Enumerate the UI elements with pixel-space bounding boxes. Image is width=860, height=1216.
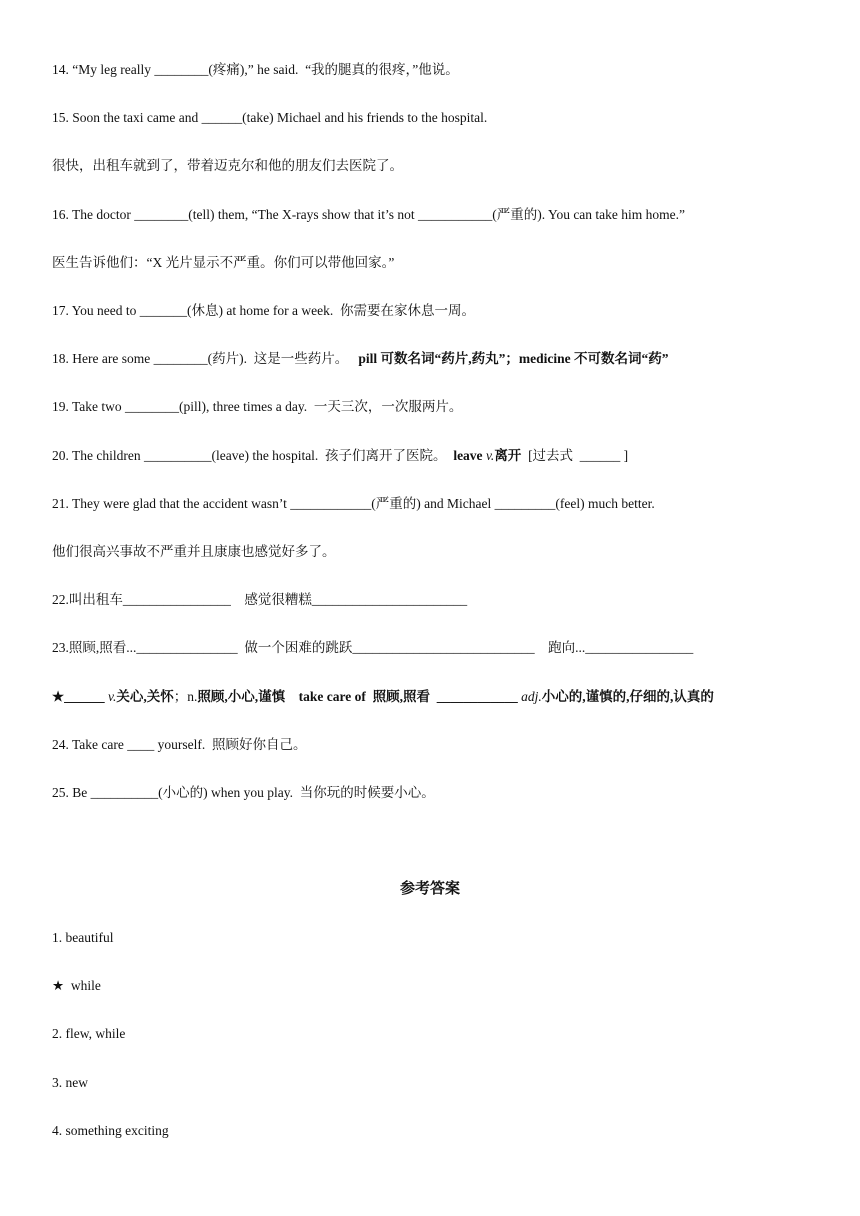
question-16-translation: [52, 254, 830, 272]
translation-text: 医生告诉他们：“X 光片显示不严重。你们可以带他回家。”: [52, 255, 395, 270]
answer-text: 1. beautiful: [52, 930, 114, 945]
vocab-meaning: 照顾,小心,谨慎 take care of 照顾,照看 ____________: [197, 689, 522, 704]
question-22: [52, 591, 830, 609]
vocab-meaning: 关心,关怀: [116, 689, 174, 704]
answer-4: [52, 1122, 830, 1140]
answer-3: [52, 1074, 830, 1092]
question-17: [52, 302, 830, 320]
question-21-translation: [52, 543, 830, 561]
question-text: 24. Take care ____ yourself. 照顾好你自己。: [52, 737, 307, 752]
answer-2: [52, 1025, 830, 1043]
star-prefix: ★______: [52, 689, 108, 704]
answer-text: ★ while: [52, 978, 101, 993]
part-of-speech: v.: [485, 448, 495, 463]
part-of-speech: adj.: [521, 689, 542, 704]
question-text: 22.叫出租车________________ 感觉很糟糕_______________________: [52, 592, 468, 607]
vocab-meaning: 小心的,谨慎的,仔细的,认真的: [541, 689, 714, 704]
answer-text: 4. something exciting: [52, 1123, 169, 1138]
question-text: 21. They were glad that the accident wasn’t ____________(严重的) and Michael _________(feel) much better.: [52, 496, 655, 511]
question-14: [52, 61, 830, 79]
question-16: [52, 206, 830, 224]
answer-text: 2. flew, while: [52, 1026, 126, 1041]
answer-1: [52, 929, 830, 947]
question-text: 18. Here are some ________(药片). 这是一些药片。: [52, 351, 359, 366]
noun-marker: ；n.: [173, 689, 198, 704]
question-text: 23.照顾,照看..._______________ 做一个困难的跳跃___________________________ 跑向...________________: [52, 640, 694, 655]
past-tense-blank: [过去式 ______ ]: [521, 448, 629, 463]
answers-heading: 参考答案: [399, 881, 460, 897]
translation-text: 他们很高兴事故不严重并且康康也感觉好多了。: [52, 544, 336, 559]
answer-star: [52, 977, 830, 995]
vocab-note: pill 可数名词“药片,药丸”；medicine 不可数名词“药”: [358, 351, 669, 366]
question-text: 15. Soon the taxi came and ______(take) Michael and his friends to the hospital.: [52, 110, 488, 125]
question-24: [52, 736, 830, 754]
question-text: 19. Take two ________(pill), three times a day. 一天三次，一次服两片。: [52, 399, 463, 414]
question-15-translation: [52, 157, 830, 175]
question-18: [52, 350, 830, 368]
translation-text: 很快，出租车就到了，带着迈克尔和他的朋友们去医院了。: [52, 158, 403, 173]
question-19: [52, 398, 830, 416]
question-23: [52, 639, 830, 657]
star-vocab-line: [52, 688, 830, 706]
vocab-word: leave: [453, 448, 486, 463]
question-text: 25. Be __________(小心的) when you play. 当你玩的时候要小心。: [52, 785, 435, 800]
question-15: [52, 109, 830, 127]
question-21: [52, 495, 830, 513]
part-of-speech: v.: [107, 689, 117, 704]
question-20: [52, 447, 830, 465]
question-text: 20. The children __________(leave) the hospital. 孩子们离开了医院。: [52, 448, 454, 463]
question-25: [52, 784, 830, 802]
question-text: 16. The doctor ________(tell) them, “The X-rays show that it’s not ___________(严重的). You can take him home.”: [52, 207, 686, 222]
question-text: 17. You need to _______(休息) at home for a week. 你需要在家休息一周。: [52, 303, 475, 318]
vocab-meaning: 离开: [494, 448, 522, 463]
answer-text: 3. new: [52, 1075, 88, 1090]
question-text: 14. “My leg really ________(疼痛),” he said. “我的腿真的很疼，”他说。: [52, 62, 459, 77]
